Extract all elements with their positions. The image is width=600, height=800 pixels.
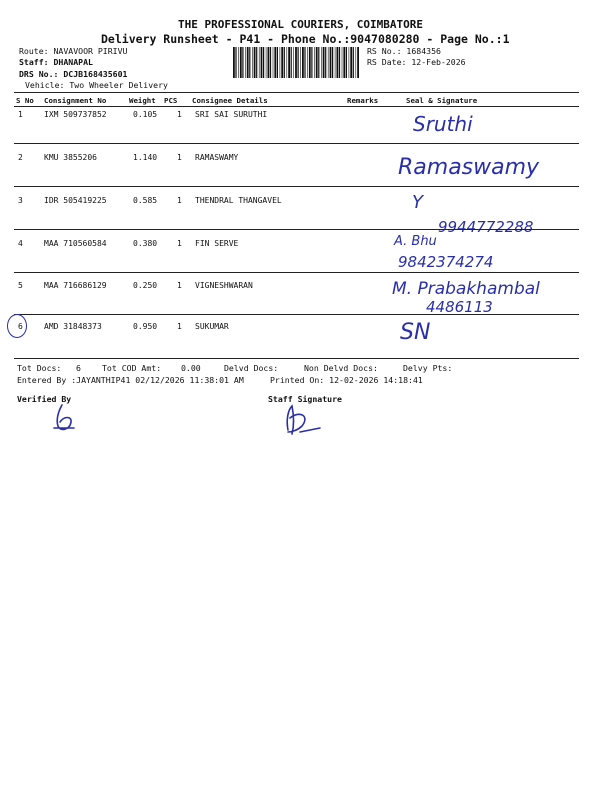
barcode-bar bbox=[356, 47, 357, 78]
tot-cod-value: 0.00 bbox=[181, 363, 201, 373]
row-consignee: THENDRAL THANGAVEL bbox=[195, 196, 282, 205]
row-weight: 0.380 bbox=[133, 239, 158, 248]
barcode-bar bbox=[343, 47, 345, 78]
row-number-handwriting: 4486113 bbox=[426, 298, 493, 316]
barcode-bar bbox=[321, 47, 322, 78]
barcode-bar bbox=[346, 47, 347, 78]
barcode-bar bbox=[309, 47, 311, 78]
barcode-bar bbox=[247, 47, 249, 78]
tot-docs-value: 6 bbox=[76, 363, 81, 373]
barcode-bar bbox=[288, 47, 290, 78]
company-name: THE PROFESSIONAL COURIERS, COIMBATORE bbox=[178, 18, 424, 31]
row-consignee: RAMASWAMY bbox=[195, 153, 239, 162]
row-weight: 0.585 bbox=[133, 196, 158, 205]
row-pcs: 1 bbox=[177, 153, 182, 162]
barcode-bar bbox=[307, 47, 308, 78]
barcode-bar bbox=[261, 47, 263, 78]
rs-number: RS No.: 1684356 bbox=[367, 46, 441, 56]
barcode-bar bbox=[314, 47, 315, 78]
row-signature: SN bbox=[400, 320, 431, 345]
row-consignment: IDR 505419225 bbox=[44, 196, 107, 205]
row-signature: 9944772288 bbox=[438, 218, 534, 236]
table-bottom-rule bbox=[14, 358, 579, 359]
barcode-bar bbox=[318, 47, 319, 78]
col-remarks: Remarks bbox=[347, 96, 379, 105]
row-divider bbox=[14, 229, 579, 230]
barcode-bar bbox=[325, 47, 326, 78]
barcode-bar bbox=[337, 47, 339, 78]
table-header-rule bbox=[14, 106, 579, 107]
row-initial-handwriting: Y bbox=[412, 192, 423, 213]
row-signature: 9842374274 bbox=[398, 253, 494, 271]
barcode-bar bbox=[266, 47, 267, 78]
barcode bbox=[233, 47, 360, 78]
row-consignee: VIGNESHWARAN bbox=[195, 281, 253, 290]
barcode-bar bbox=[268, 47, 270, 78]
row-consignee: FIN SERVE bbox=[195, 239, 239, 248]
barcode-bar bbox=[298, 47, 299, 78]
row-sno: 5 bbox=[18, 281, 23, 290]
drs-number: DRS No.: DCJB168435601 bbox=[19, 69, 128, 79]
verified-signature-scribble bbox=[50, 402, 80, 434]
barcode-bar bbox=[304, 47, 305, 78]
row-name-handwriting: A. Bhu bbox=[394, 234, 437, 249]
vehicle: Vehicle: Two Wheeler Delivery bbox=[25, 80, 168, 90]
row-divider bbox=[14, 186, 579, 187]
barcode-bar bbox=[328, 47, 329, 78]
barcode-bar bbox=[240, 47, 242, 78]
row-divider bbox=[14, 314, 579, 315]
row-consignment: IXM 509737852 bbox=[44, 110, 107, 119]
col-consignment: Consignment No bbox=[44, 96, 107, 105]
barcode-bar bbox=[293, 47, 294, 78]
barcode-bar bbox=[256, 47, 257, 78]
row-consignment: KMU 3855206 bbox=[44, 153, 97, 162]
delvy-pts-label: Delvy Pts: bbox=[403, 363, 453, 373]
barcode-bar bbox=[287, 47, 288, 78]
row-consignee: SUKUMAR bbox=[195, 322, 229, 331]
barcode-bar bbox=[270, 47, 271, 78]
barcode-bar bbox=[284, 47, 285, 78]
col-sno: S No bbox=[16, 96, 34, 105]
row-signature: M. Prabakhambal bbox=[392, 279, 540, 299]
row-weight: 1.140 bbox=[133, 153, 158, 162]
col-seal-signature: Seal & Signature bbox=[406, 96, 478, 105]
barcode-bar bbox=[242, 47, 243, 78]
tot-docs-label: Tot Docs: bbox=[17, 363, 62, 373]
route: Route: NAVAVOOR PIRIVU bbox=[19, 46, 128, 56]
delvd-docs-label: Delvd Docs: bbox=[224, 363, 279, 373]
staff-signature-label: Staff Signature bbox=[268, 394, 342, 404]
barcode-bar bbox=[263, 47, 264, 78]
barcode-bar bbox=[249, 47, 250, 78]
barcode-bar bbox=[330, 47, 332, 78]
barcode-bar bbox=[349, 47, 350, 78]
runsheet-title: Delivery Runsheet - P41 - Phone No.:9047080280 - Page No.:1 bbox=[101, 32, 510, 46]
row-sno: 6 bbox=[18, 322, 23, 331]
col-consignee: Consignee Details bbox=[192, 96, 268, 105]
row-sno: 2 bbox=[18, 153, 23, 162]
table-top-rule bbox=[14, 92, 579, 93]
row-consignment: MAA 710560584 bbox=[44, 239, 107, 248]
row-consignee: SRI SAI SURUTHI bbox=[195, 110, 268, 119]
barcode-bar bbox=[342, 47, 343, 78]
barcode-bar bbox=[323, 47, 325, 78]
row-divider bbox=[14, 143, 579, 144]
row-consignment: AMD 31848373 bbox=[44, 322, 102, 331]
row-weight: 0.250 bbox=[133, 281, 158, 290]
row-divider bbox=[14, 272, 579, 273]
barcode-bar bbox=[300, 47, 301, 78]
row-pcs: 1 bbox=[177, 239, 182, 248]
barcode-bar bbox=[357, 47, 359, 78]
row-signature: Sruthi bbox=[413, 112, 473, 136]
row-pcs: 1 bbox=[177, 110, 182, 119]
non-delvd-docs-label: Non Delvd Docs: bbox=[304, 363, 378, 373]
row-sno: 4 bbox=[18, 239, 23, 248]
row-pcs: 1 bbox=[177, 196, 182, 205]
row-consignment: MAA 716686129 bbox=[44, 281, 107, 290]
row-signature: Ramaswamy bbox=[398, 155, 540, 180]
verified-by-label: Verified By bbox=[17, 394, 72, 404]
barcode-bar bbox=[311, 47, 312, 78]
barcode-bar bbox=[254, 47, 256, 78]
printed-on: Printed On: 12-02-2026 14:18:41 bbox=[270, 375, 423, 385]
barcode-bar bbox=[302, 47, 304, 78]
barcode-bar bbox=[238, 47, 239, 78]
row-sno: 1 bbox=[18, 110, 23, 119]
staff-signature-scribble bbox=[280, 402, 326, 438]
barcode-bar bbox=[235, 47, 236, 78]
row-weight: 0.950 bbox=[133, 322, 158, 331]
barcode-bar bbox=[273, 47, 274, 78]
barcode-bar bbox=[277, 47, 278, 78]
barcode-bar bbox=[280, 47, 281, 78]
row-pcs: 1 bbox=[177, 322, 182, 331]
barcode-bar bbox=[295, 47, 297, 78]
barcode-bar bbox=[259, 47, 260, 78]
barcode-bar bbox=[252, 47, 253, 78]
tot-cod-label: Tot COD Amt: bbox=[102, 363, 162, 373]
barcode-bar bbox=[332, 47, 333, 78]
barcode-bar bbox=[245, 47, 246, 78]
barcode-bar bbox=[233, 47, 235, 78]
barcode-bar bbox=[291, 47, 292, 78]
barcode-bar bbox=[281, 47, 283, 78]
row-sno: 3 bbox=[18, 196, 23, 205]
barcode-bar bbox=[339, 47, 340, 78]
barcode-bar bbox=[316, 47, 318, 78]
col-pcs: PCS bbox=[164, 96, 178, 105]
staff: Staff: DHANAPAL bbox=[19, 57, 93, 67]
row-pcs: 1 bbox=[177, 281, 182, 290]
barcode-bar bbox=[274, 47, 276, 78]
row-circled-number-mark bbox=[7, 314, 27, 338]
barcode-bar bbox=[350, 47, 352, 78]
col-weight: Weight bbox=[129, 96, 156, 105]
entered-by: Entered By :JAYANTHIP41 02/12/2026 11:38:01 AM bbox=[17, 375, 244, 385]
barcode-bar bbox=[353, 47, 354, 78]
rs-date: RS Date: 12-Feb-2026 bbox=[367, 57, 466, 67]
barcode-bar bbox=[335, 47, 336, 78]
row-weight: 0.105 bbox=[133, 110, 158, 119]
